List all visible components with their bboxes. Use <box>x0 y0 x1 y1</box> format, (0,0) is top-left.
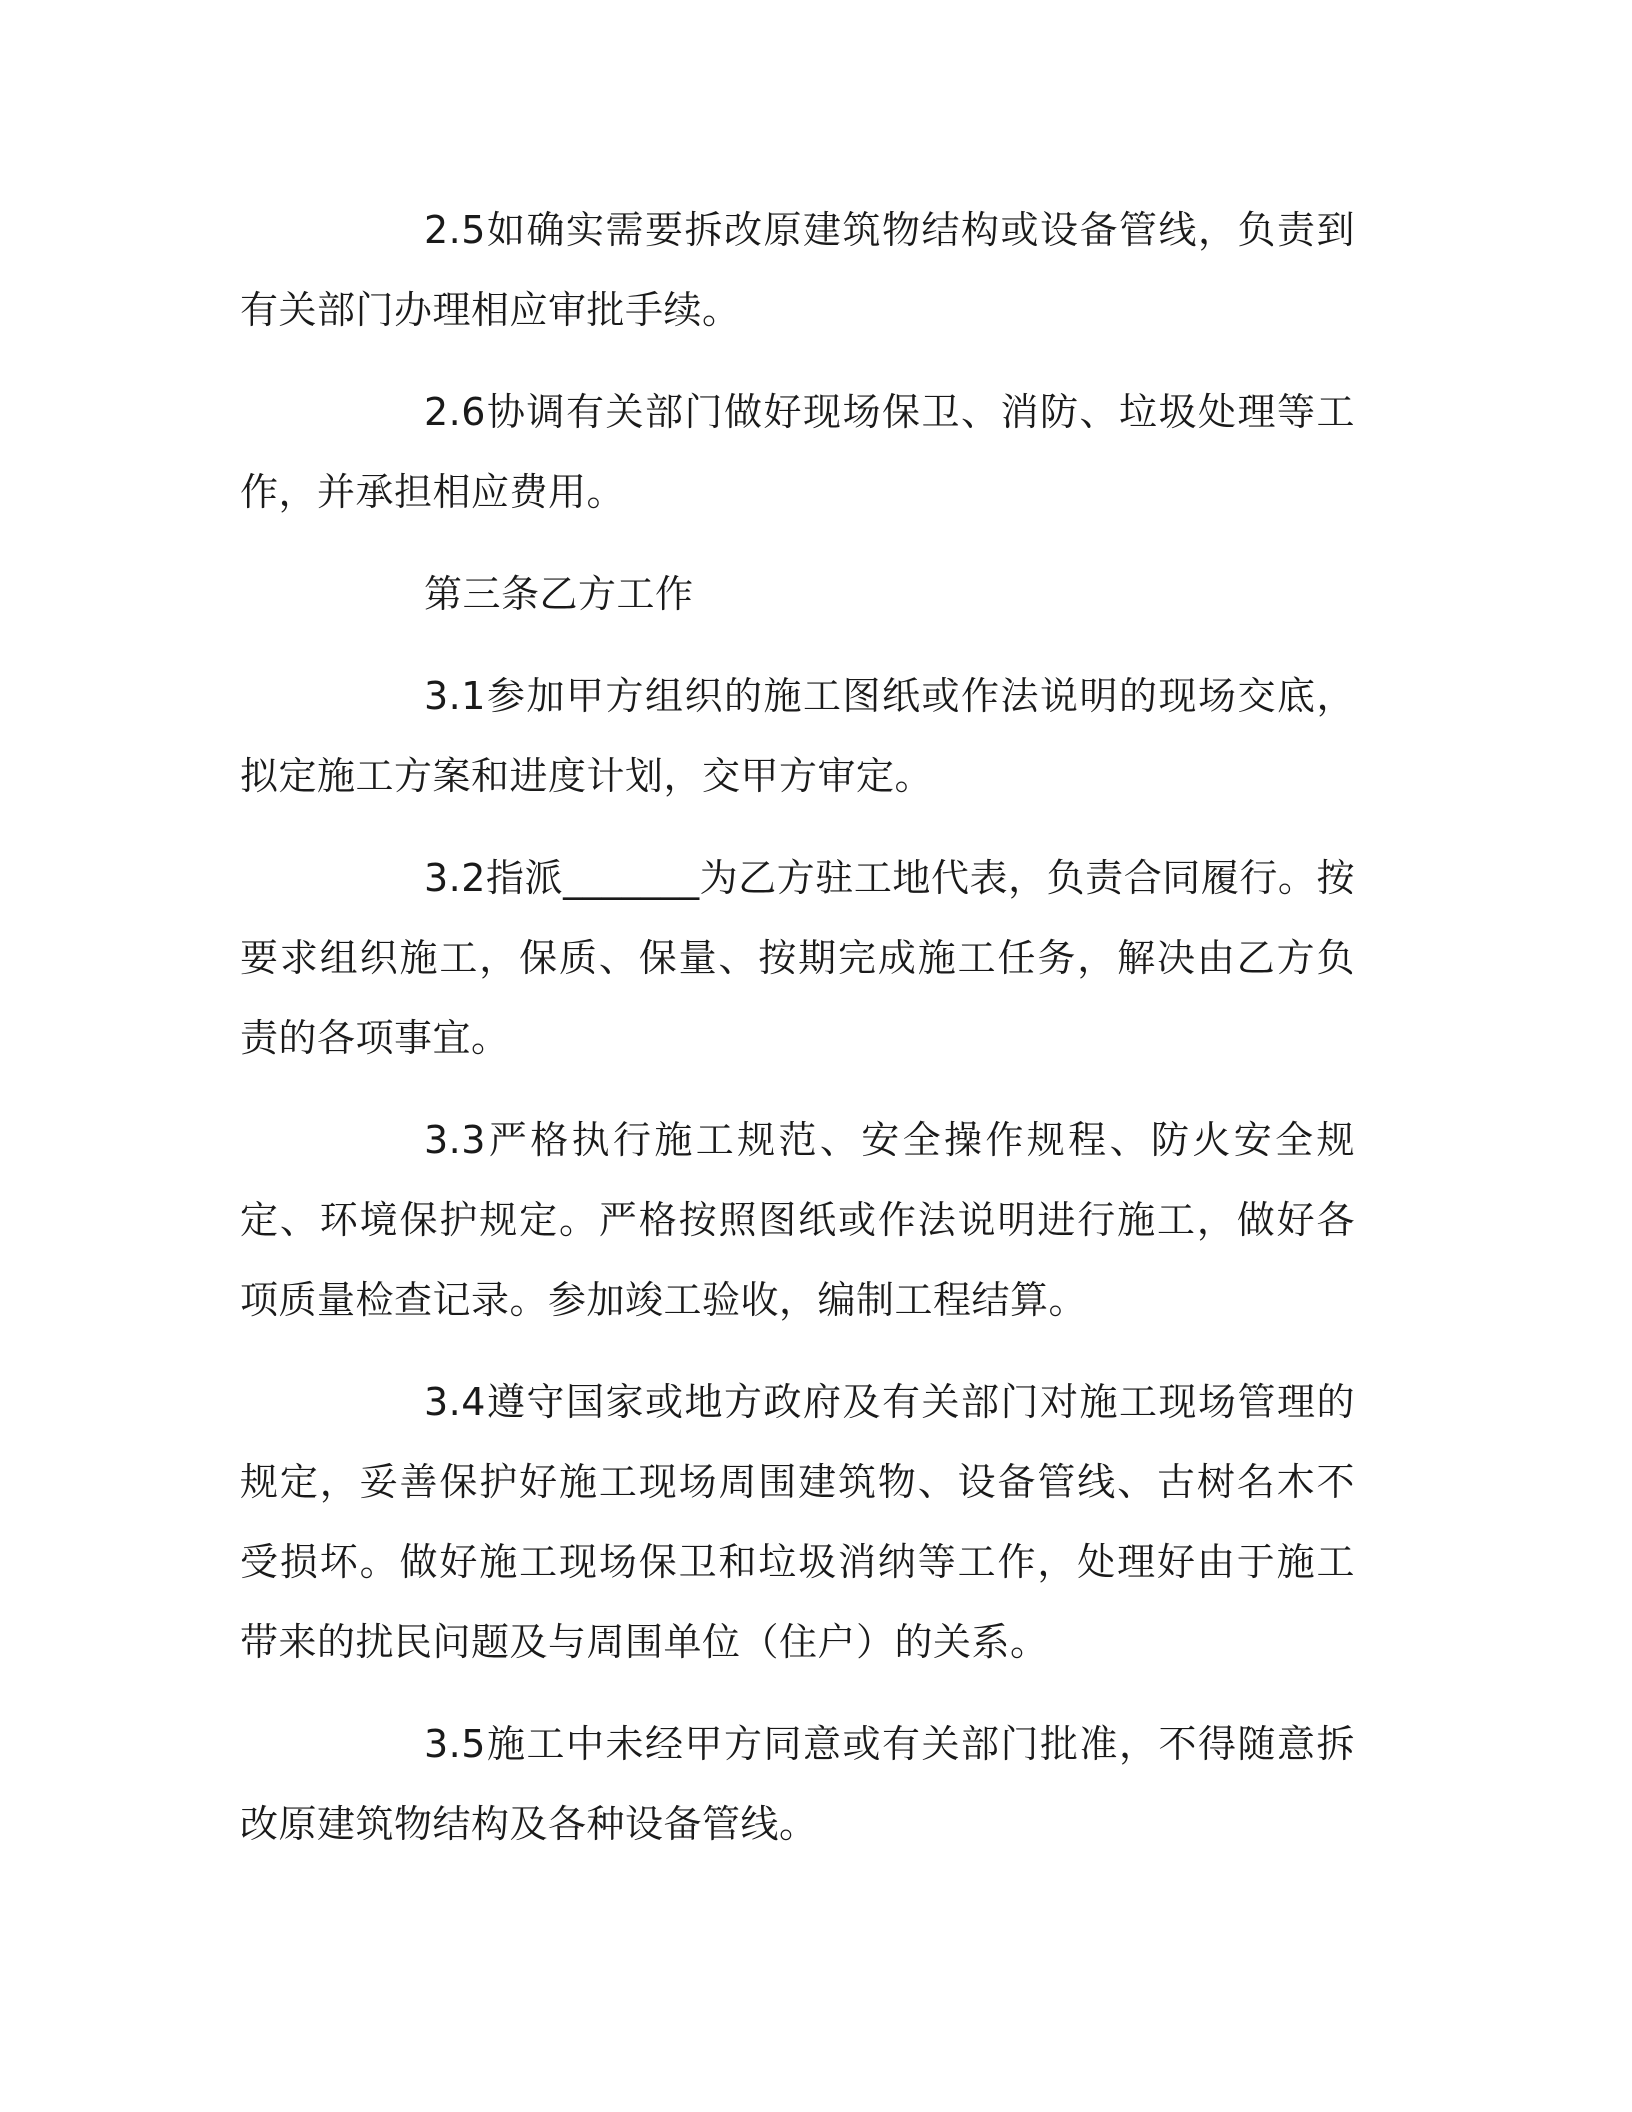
clause-3-3 <box>240 1100 1355 1340</box>
document-body <box>240 190 1355 1886</box>
clause-number: 2.6 <box>424 390 486 434</box>
clause-3-1 <box>240 656 1355 816</box>
clause-text: 遵守国家或地方政府及有关部门对施工现场管理的规定，妥善保护好施工现场周围建筑物、设备管线、古树名木不受损坏。做好施工现场保卫和垃圾消纳等工作，处理好由于施工带来的扰民问题及与周围单位（住户）的关系。 <box>240 1380 1355 1664</box>
clause-number: 3.2 <box>424 856 486 900</box>
section-number: 第三条 <box>424 572 540 616</box>
section-heading <box>240 554 1355 634</box>
clause-number: 3.3 <box>424 1118 486 1162</box>
clause-text: 协调有关部门做好现场保卫、消防、垃圾处理等工作，并承担相应费用。 <box>240 390 1355 514</box>
clause-3-5 <box>240 1704 1355 1864</box>
clause-3-2 <box>240 838 1355 1078</box>
clause-text: 参加甲方组织的施工图纸或作法说明的现场交底，拟定施工方案和进度计划，交甲方审定。 <box>240 674 1355 798</box>
clause-text: 指派_______为乙方驻工地代表，负责合同履行。按要求组织施工，保质、保量、按期完成施工任务，解决由乙方负责的各项事宜。 <box>240 856 1355 1060</box>
section-title: 乙方工作 <box>539 572 694 616</box>
clause-2-6 <box>240 372 1355 532</box>
clause-text: 严格执行施工规范、安全操作规程、防火安全规定、环境保护规定。严格按照图纸或作法说明进行施工，做好各项质量检查记录。参加竣工验收，编制工程结算。 <box>240 1118 1355 1322</box>
clause-number: 2.5 <box>424 208 486 252</box>
clause-number: 3.1 <box>424 674 486 718</box>
clause-3-4 <box>240 1362 1355 1682</box>
clause-text: 施工中未经甲方同意或有关部门批准，不得随意拆改原建筑物结构及各种设备管线。 <box>240 1722 1355 1846</box>
clause-text: 如确实需要拆改原建筑物结构或设备管线，负责到有关部门办理相应审批手续。 <box>240 208 1355 332</box>
clause-number: 3.5 <box>424 1722 486 1766</box>
clause-2-5 <box>240 190 1355 350</box>
clause-number: 3.4 <box>424 1380 486 1424</box>
